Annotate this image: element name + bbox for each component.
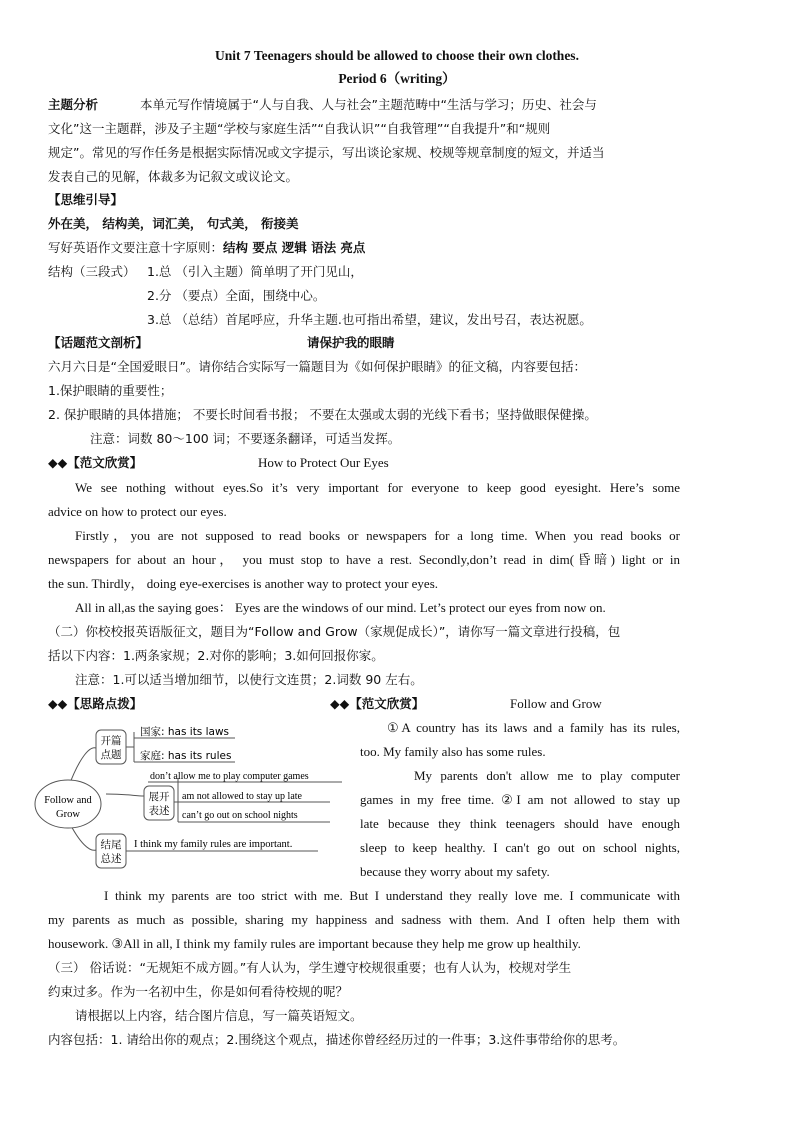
principle-line — [48, 240, 365, 256]
middle-label-2: 表述 — [148, 805, 170, 817]
end-label-2: 总述 — [100, 853, 122, 865]
essay1-line-1: We see nothing without eyes.So it’s very important for everyone to keep good eyesight. Here’s some — [75, 480, 680, 495]
theme-analysis-line-1: 本单元写作情境属于“人与自我、人与社会”主题范畴中“生活与学习；历史、社会与 — [140, 97, 597, 112]
end-item-1: I think my family rules are important. — [134, 839, 293, 850]
task2-line-3: 注意：1.可以适当增加细节，以使行文连贯；2.词数 90 左右。 — [75, 672, 423, 687]
essay2-full-line-3: housework. ③All in all, I think my family rules are important because they help me grow up healthily. — [48, 936, 581, 951]
theme-analysis-line-3: 规定”。常见的写作任务是根据实际情况或文字提示，写出谈论家规、校规等规章制度的短文，并适当 — [48, 145, 605, 160]
essay2-heading: ◆◆【范文欣赏】 — [330, 696, 425, 711]
middle-item-1: don’t allow me to play computer games — [150, 771, 309, 782]
essay2-right-line-1: ①A country has its laws and a family has its rules, — [387, 720, 680, 735]
structure-item-3: 3.总 （总结）首尾呼应，升华主题.也可指出希望，建议，发出号召，表达祝愿。 — [147, 312, 592, 327]
essay2-full-line-1: I think my parents are too strict with me. But I understand they really love me. I communicate with — [104, 888, 680, 903]
essay2-right-line-3: My parents don't allow me to play computer — [414, 768, 680, 783]
sample-prompt-line-1: 六月六日是“全国爱眼日”。请你结合实际写一篇题目为《如何保护眼睛》的征文稿，内容要包括： — [48, 359, 586, 374]
start-label-1: 开篇 — [100, 735, 122, 747]
essay1-title: How to Protect Our Eyes — [258, 455, 389, 470]
structure-item-2: 2.分 （要点）全面，围绕中心。 — [147, 288, 326, 303]
sample-analysis-heading: 【话题范文剖析】 — [48, 335, 149, 350]
task3-line-3: 请根据以上内容，结合图片信息，写一篇英语短文。 — [75, 1008, 363, 1023]
essay1-line-3: Firstly，you are not supposed to read books or newspapers for a long time. When you read books or — [75, 528, 680, 543]
essay1-line-2: advice on how to protect our eyes. — [48, 504, 227, 519]
end-label-1: 结尾 — [100, 839, 122, 851]
mindmap-diagram — [30, 716, 350, 876]
task3-line-4: 内容包括：1. 请给出你的观点；2.围绕这个观点，描述你曾经经历过的一件事；3.这件事带给你的思考。 — [48, 1032, 626, 1047]
essay2-right-line-5: late because they think teenagers should have enough — [360, 816, 680, 831]
essay1-line-4: newspapers for about an hour， you must stop to have a rest. Secondly,don’t read in dim(昏暗) light or in — [48, 552, 680, 567]
principle-keys: 结构 要点 逻辑 语法 亮点 — [223, 240, 366, 255]
sample-prompt-line-2: 1.保护眼睛的重要性； — [48, 383, 173, 398]
essay1-line-5: the sun. Thirdly， doing eye-exercises is another way to protect your eyes. — [48, 576, 439, 591]
middle-label-1: 展开 — [148, 791, 170, 803]
essay2-right-line-4: games in my free time. ②I am not allowed to stay up — [360, 792, 680, 807]
beauty-list: 外在美， 结构美，词汇美， 句式美， 衔接美 — [48, 216, 299, 231]
sample-topic-title: 请保护我的眼睛 — [307, 335, 395, 350]
task3-line-1: （三） 俗话说：“无规矩不成方圆。”有人认为，学生遵守校规很重要；也有人认为，校规对学生 — [48, 960, 572, 975]
theme-analysis-line-4: 发表自己的见解，体裁多为记叙文或议论文。 — [48, 169, 299, 184]
start-label-2: 点题 — [100, 749, 122, 761]
theme-analysis-label: 主题分析 — [48, 97, 99, 112]
structure-label: 结构（三段式） — [48, 264, 136, 279]
theme-analysis-line-2: 文化”这一主题群，涉及子主题“学校与家庭生活”“自我认识”“自我管理”“自我提升”和“规则 — [48, 121, 551, 136]
center-label-2: Grow — [56, 809, 80, 820]
start-item-1: 国家: has its laws — [140, 726, 230, 738]
essay2-right-line-7: because they worry about my safety. — [360, 864, 550, 879]
essay2-right-line-6: sleep to keep healthy. I can't go out on school nights, — [360, 840, 680, 855]
task2-line-2: 括以下内容：1.两条家规；2.对你的影响；3.如何回报你家。 — [48, 648, 384, 663]
mindmap-svg — [30, 716, 350, 876]
middle-item-2: am not allowed to stay up late — [182, 791, 302, 802]
period-title: Period 6（writing） — [338, 71, 456, 86]
guide-heading: 【思维引导】 — [48, 192, 124, 207]
start-item-2: 家庭: has its rules — [140, 750, 232, 762]
task2-line-1: （二）你校校报英语版征文，题目为“Follow and Grow（家规促成长）”，请你写一篇文章进行投稿，包 — [48, 624, 621, 639]
center-label-1: Follow and — [44, 795, 92, 806]
middle-item-3: can’t go out on school nights — [182, 810, 298, 821]
sample-prompt-line-3: 2. 保护眼睛的具体措施； 不要长时间看书报； 不要在太强或太弱的光线下看书；坚持做眼保健操。 — [48, 407, 597, 422]
essay2-full-line-2: my parents as much as possible, sharing my happiness and sadness with them. And I often help them with — [48, 912, 680, 927]
task3-line-2: 约束过多。作为一名初中生，你是如何看待校规的呢？ — [48, 984, 349, 999]
unit-title: Unit 7 Teenagers should be allowed to choose their own clothes. — [215, 48, 579, 63]
structure-item-1: 1.总 （引入主题）简单明了开门见山， — [147, 264, 363, 279]
essay1-heading: ◆◆【范文欣赏】 — [48, 455, 143, 470]
essay2-title: Follow and Grow — [510, 696, 602, 711]
essay2-right-line-2: too. My family also has some rules. — [360, 744, 546, 759]
connector-middle — [106, 794, 144, 796]
principle-label: 写好英语作文要注意十字原则： — [48, 240, 224, 255]
sample-prompt-note: 注意：词数 80～100 词；不要逐条翻译，可适当发挥。 — [90, 431, 401, 446]
mindmap-heading: ◆◆【思路点拨】 — [48, 696, 143, 711]
essay1-line-6: All in all,as the saying goes： Eyes are the windows of our mind. Let’s protect our eyes from now on. — [75, 600, 606, 615]
